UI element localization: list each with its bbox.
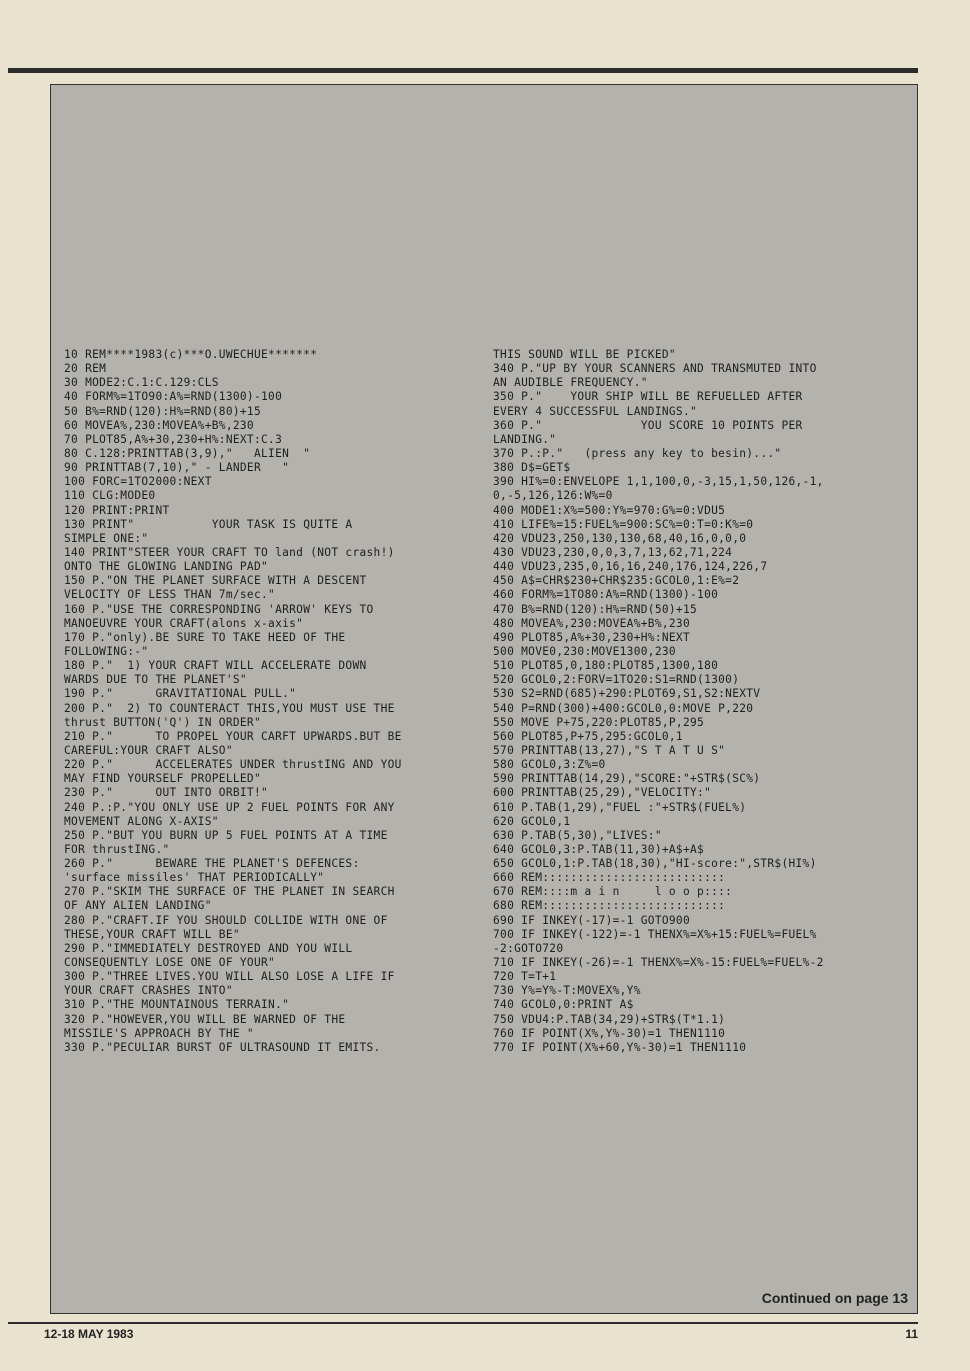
code-line: 350 P." YOUR SHIP WILL BE REFUELLED AFTER xyxy=(493,390,803,404)
code-line: 470 B%=RND(120):H%=RND(50)+15 xyxy=(493,602,698,616)
code-line: 650 GCOL0,1:P.TAB(18,30),"HI-score:",STR$(HI%) xyxy=(493,857,817,871)
code-line: 360 P." YOU SCORE 10 POINTS PER xyxy=(493,418,803,432)
code-line: FOR thrustING." xyxy=(64,842,170,856)
code-line: THIS SOUND WILL BE PICKED" xyxy=(493,348,676,361)
code-line: 70 PLOT85,A%+30,230+H%:NEXT:C.3 xyxy=(64,432,283,446)
code-line: 380 D$=GET$ xyxy=(493,461,571,475)
code-line: MISSILE'S APPROACH BY THE " xyxy=(64,1026,254,1040)
program-listing-left-column xyxy=(64,348,484,1055)
code-line: 490 PLOT85,A%+30,230+H%:NEXT xyxy=(493,630,690,644)
code-line: 700 IF INKEY(-122)=-1 THENX%=X%+15:FUEL%=FUEL% xyxy=(493,927,817,941)
code-line: CONSEQUENTLY LOSE ONE OF YOUR" xyxy=(64,956,276,970)
code-line: 640 GCOL0,3:P.TAB(11,30)+A$+A$ xyxy=(493,842,705,856)
code-line: 620 GCOL0,1 xyxy=(493,814,571,828)
code-line: 460 FORM%=1TO80:A%=RND(1300)-100 xyxy=(493,588,719,602)
code-line: 660 REM:::::::::::::::::::::::::: xyxy=(493,871,726,885)
code-line: 130 PRINT" YOUR TASK IS QUITE A xyxy=(64,517,353,531)
code-line: 330 P."PECULIAR BURST OF ULTRASOUND IT EMITS. xyxy=(64,1040,381,1054)
code-line: 190 P." GRAVITATIONAL PULL." xyxy=(64,687,297,701)
code-line: 60 MOVEA%,230:MOVEA%+B%,230 xyxy=(64,418,254,432)
code-line: 300 P."THREE LIVES.YOU WILL ALSO LOSE A LIFE IF xyxy=(64,970,395,984)
code-line: YOUR CRAFT CRASHES INTO" xyxy=(64,984,233,998)
code-line: 420 VDU23,250,130,130,68,40,16,0,0,0 xyxy=(493,531,747,545)
code-line: 770 IF POINT(X%+60,Y%-30)=1 THEN1110 xyxy=(493,1040,747,1054)
code-line: 760 IF POINT(X%,Y%-30)=1 THEN1110 xyxy=(493,1026,726,1040)
code-line: 150 P."ON THE PLANET SURFACE WITH A DESCENT xyxy=(64,574,367,588)
code-line: 710 IF INKEY(-26)=-1 THENX%=X%-15:FUEL%=FUEL%-2 xyxy=(493,956,824,970)
code-line: 500 MOVE0,230:MOVE1300,230 xyxy=(493,644,676,658)
code-line: MAY FIND YOURSELF PROPELLED" xyxy=(64,772,261,786)
code-line: 410 LIFE%=15:FUEL%=900:SC%=0:T=0:K%=0 xyxy=(493,517,754,531)
code-line: 170 P."only).BE SURE TO TAKE HEED OF THE xyxy=(64,630,346,644)
issue-date: 12-18 MAY 1983 xyxy=(44,1327,134,1341)
program-listing-right-column xyxy=(493,348,908,1055)
code-line: 590 PRINTTAB(14,29),"SCORE:"+STR$(SC%) xyxy=(493,772,761,786)
code-line: 370 P.:P." (press any key to besin)..." xyxy=(493,446,782,460)
code-line: 670 REM::::m a i n l o o p:::: xyxy=(493,885,733,899)
code-line: 430 VDU23,230,0,0,3,7,13,62,71,224 xyxy=(493,545,733,559)
code-line: 560 PLOT85,P+75,295:GCOL0,1 xyxy=(493,729,683,743)
code-line: 510 PLOT85,0,180:PLOT85,1300,180 xyxy=(493,659,719,673)
code-line: 720 T=T+1 xyxy=(493,970,557,984)
continued-note: Continued on page 13 xyxy=(761,1290,908,1306)
code-line: 200 P." 2) TO COUNTERACT THIS,YOU MUST USE THE xyxy=(64,701,395,715)
code-line: 220 P." ACCELERATES UNDER thrustING AND YOU xyxy=(64,758,402,772)
code-line: SIMPLE ONE:" xyxy=(64,531,149,545)
code-line: CAREFUL:YOUR CRAFT ALSO" xyxy=(64,743,233,757)
code-line: -2:GOTO720 xyxy=(493,941,564,955)
code-line: 30 MODE2:C.1:C.129:CLS xyxy=(64,376,219,390)
code-line: 180 P." 1) YOUR CRAFT WILL ACCELERATE DOWN xyxy=(64,659,367,673)
code-line: 750 VDU4:P.TAB(34,29)+STR$(T*1.1) xyxy=(493,1012,726,1026)
code-line: FOLLOWING:-" xyxy=(64,644,149,658)
code-line: 210 P." TO PROPEL YOUR CARFT UPWARDS.BUT BE xyxy=(64,729,402,743)
code-line: 290 P."IMMEDIATELY DESTROYED AND YOU WILL xyxy=(64,941,353,955)
code-line: 280 P."CRAFT.IF YOU SHOULD COLLIDE WITH ONE OF xyxy=(64,913,388,927)
code-line: 400 MODE1:X%=500:Y%=970:G%=0:VDU5 xyxy=(493,503,726,517)
code-line: 440 VDU23,235,0,16,16,240,176,124,226,7 xyxy=(493,560,768,574)
code-line: 140 PRINT"STEER YOUR CRAFT TO land (NOT crash!) xyxy=(64,545,395,559)
code-line: 480 MOVEA%,230:MOVEA%+B%,230 xyxy=(493,616,690,630)
code-line: 520 GCOL0,2:FORV=1TO20:S1=RND(1300) xyxy=(493,673,740,687)
code-line: 230 P." OUT INTO ORBIT!" xyxy=(64,786,269,800)
code-line: 580 GCOL0,3:Z%=0 xyxy=(493,758,606,772)
code-line: ONTO THE GLOWING LANDING PAD" xyxy=(64,560,269,574)
code-line: 390 HI%=0:ENVELOPE 1,1,100,0,-3,15,1,50,126,-1, xyxy=(493,475,824,489)
code-line: LANDING." xyxy=(493,432,557,446)
code-line: 260 P." BEWARE THE PLANET'S DEFENCES: xyxy=(64,857,360,871)
code-line: 0,-5,126,126:W%=0 xyxy=(493,489,613,503)
bottom-rule xyxy=(8,1322,918,1324)
code-line: 90 PRINTTAB(7,10)," - LANDER " xyxy=(64,461,290,475)
code-line: AN AUDIBLE FREQUENCY." xyxy=(493,376,648,390)
code-line: 600 PRINTTAB(25,29),"VELOCITY:" xyxy=(493,786,712,800)
code-line: 10 REM****1983(c)***O.UWECHUE******* xyxy=(64,348,318,361)
code-line: 610 P.TAB(1,29),"FUEL :"+STR$(FUEL%) xyxy=(493,800,747,814)
top-rule xyxy=(8,68,918,73)
code-line: 240 P.:P."YOU ONLY USE UP 2 FUEL POINTS FOR ANY xyxy=(64,800,395,814)
code-line: 270 P."SKIM THE SURFACE OF THE PLANET IN SEARCH xyxy=(64,885,395,899)
code-line: 310 P."THE MOUNTAINOUS TERRAIN." xyxy=(64,998,290,1012)
code-line: EVERY 4 SUCCESSFUL LANDINGS." xyxy=(493,404,698,418)
code-line: thrust BUTTON('Q') IN ORDER" xyxy=(64,715,261,729)
code-line: 340 P."UP BY YOUR SCANNERS AND TRANSMUTED INTO xyxy=(493,362,817,376)
code-line: OF ANY ALIEN LANDING" xyxy=(64,899,212,913)
code-line: WARDS DUE TO THE PLANET'S" xyxy=(64,673,247,687)
code-line: 320 P."HOWEVER,YOU WILL BE WARNED OF THE xyxy=(64,1012,346,1026)
code-line: 740 GCOL0,0:PRINT A$ xyxy=(493,998,634,1012)
code-line: 'surface missiles' THAT PERIODICALLY" xyxy=(64,871,325,885)
code-line: 110 CLG:MODE0 xyxy=(64,489,156,503)
code-line: 40 FORM%=1TO90:A%=RND(1300)-100 xyxy=(64,390,283,404)
code-line: 630 P.TAB(5,30),"LIVES:" xyxy=(493,828,662,842)
code-line: 20 REM xyxy=(64,362,107,376)
code-line: 680 REM:::::::::::::::::::::::::: xyxy=(493,899,726,913)
code-line: VELOCITY OF LESS THAN 7m/sec." xyxy=(64,588,276,602)
code-line: 80 C.128:PRINTTAB(3,9)," ALIEN " xyxy=(64,446,311,460)
code-line: MANOEUVRE YOUR CRAFT(alons x-axis" xyxy=(64,616,304,630)
code-line: 250 P."BUT YOU BURN UP 5 FUEL POINTS AT A TIME xyxy=(64,828,388,842)
page-number: 11 xyxy=(905,1327,918,1341)
code-line: 100 FORC=1TO2000:NEXT xyxy=(64,475,212,489)
code-line: 730 Y%=Y%-T:MOVEX%,Y% xyxy=(493,984,641,998)
code-line: MOVEMENT ALONG X-AXIS" xyxy=(64,814,219,828)
code-line: 50 B%=RND(120):H%=RND(80)+15 xyxy=(64,404,261,418)
code-line: 530 S2=RND(685)+290:PLOT69,S1,S2:NEXTV xyxy=(493,687,761,701)
code-line: 550 MOVE P+75,220:PLOT85,P,295 xyxy=(493,715,705,729)
code-line: 690 IF INKEY(-17)=-1 GOTO900 xyxy=(493,913,690,927)
code-line: 120 PRINT:PRINT xyxy=(64,503,170,517)
code-line: 450 A$=CHR$230+CHR$235:GCOL0,1:E%=2 xyxy=(493,574,740,588)
code-line: 570 PRINTTAB(13,27),"S T A T U S" xyxy=(493,743,726,757)
code-line: THESE,YOUR CRAFT WILL BE" xyxy=(64,927,240,941)
code-line: 540 P=RND(300)+400:GCOL0,0:MOVE P,220 xyxy=(493,701,754,715)
code-line: 160 P."USE THE CORRESPONDING 'ARROW' KEYS TO xyxy=(64,602,374,616)
